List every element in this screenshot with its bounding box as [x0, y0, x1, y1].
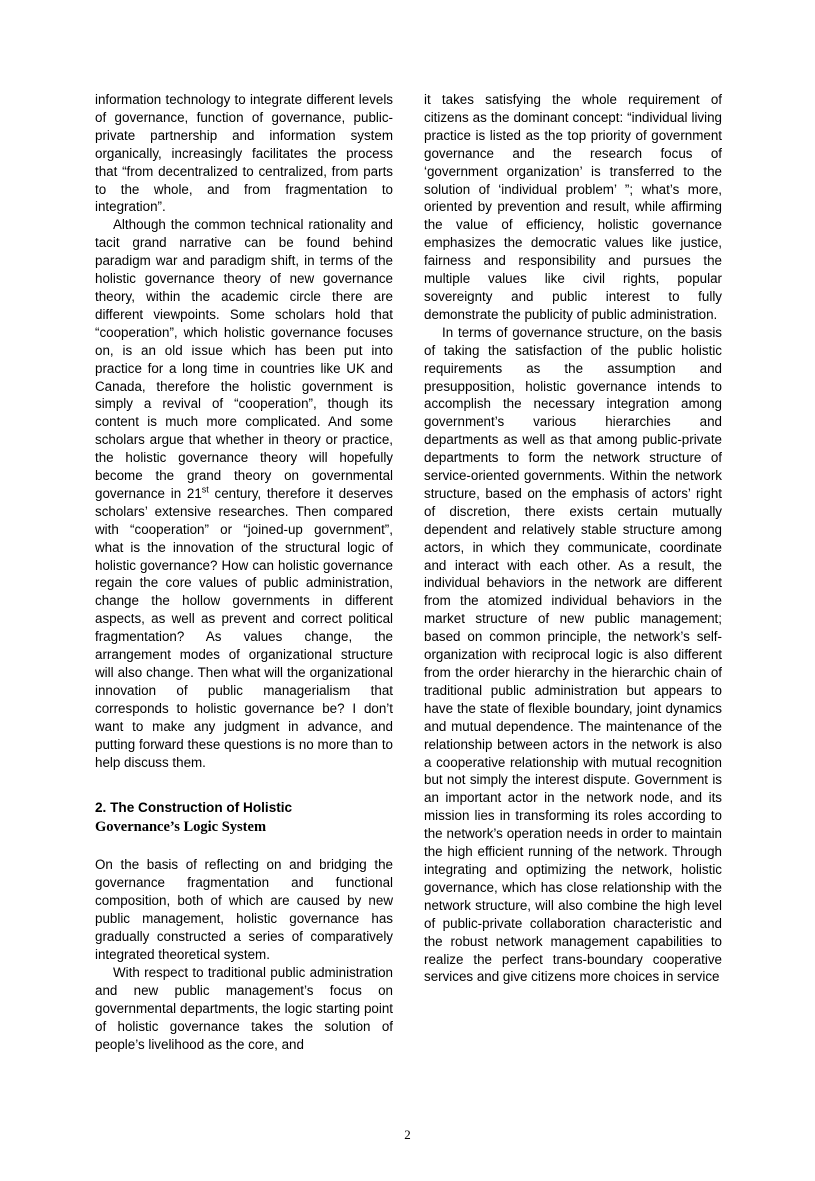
paragraph: With respect to traditional public administration and new public management’s focus on governmental departments, the logic starting point of holistic governance takes the solution of people’s livelihood as the core, and: [95, 964, 393, 1052]
paragraph: In terms of governance structure, on the basis of taking the satisfaction of the public holistic requirements as the assumption and presupposition, holistic governance intends to accomplish the necessary integration among government’s various hierarchies and departments as well as that among public-private departments to form the network structure of service-oriented governments. Within the network structure, based on the emphasis of actors’ right of discretion, there exists certain mutually dependent and relatively stable structure among actors, in which they communicate, coordinate and interact with each other. As a result, the individual behaviors in the network are different from the atomized individual behaviors in the market structure of new public management; based on common principle, the network’s self-organization with reciprocal logic is also different from the order hierarchy in the hierarchic chain of traditional public administration but appears to have the state of flexible boundary, joint dynamics and mutual dependence. The maintenance of the relationship between actors in the network is also a cooperative relationship with mutual recognition but not simply the interest dispute. Government is an important actor in the network node, and its mission lies in transforming its roles according to the network’s operation needs in order to maintain the high efficient running of the network. Through integrating and optimizing the network, holistic governance, which has close relationship with the network structure, will also combine the high level of public-private collaboration characteristic and the robust network management capabilities to realize the perfect trans-boundary cooperative services and give citizens more choices in service: [424, 324, 722, 985]
section-heading-line: 2. The Construction of Holistic: [95, 800, 293, 816]
right-column: [424, 91, 722, 986]
superscript: st: [201, 484, 209, 495]
paragraph: [95, 216, 393, 771]
paragraph-text: century, therefore it deserves scholars’ extensive researches. Then compared with “cooperation” or “joined-up government”, what is the innovation of the structural logic of holistic governance? How can holistic governance regain the core values of public administration, change the hollow governments in different aspects, as well as prevent and correct political fragmentation? As values change, the arrangement modes of organizational structure will also change. Then what will the organizational innovation of public managerialism that corresponds to holistic governance be? I don’t want to make any judgment in advance, and putting forward these questions is no more than to help discuss them.: [95, 485, 393, 770]
section-heading-line: Governance’s Logic System: [95, 819, 267, 836]
paragraph-text: Although the common technical rationality and tacit grand narrative can be found behind paradigm war and paradigm shift, in terms of the holistic governance theory of new governance theory, within the academic circle there are different viewpoints. Some scholars hold that “cooperation”, which holistic governance focuses on, is an old issue which has been put into practice for a long time in countries like UK and Canada, therefore the holistic government is simply a revival of “cooperation”, though its content is much more complicated. And some scholars argue that whether in theory or practice, the holistic governance theory will hopefully become the grand theory on governmental governance in 21: [95, 217, 393, 501]
paragraph: information technology to integrate different levels of governance, function of governance, public-private partnership and information system organically, increasingly facilitates the process that “from decentralized to centralized, from parts to the whole, and from fragmentation to integration”.: [95, 92, 393, 215]
section-heading: [95, 798, 393, 837]
paragraph: On the basis of reflecting on and bridging the governance fragmentation and functional composition, both of which are caused by new public management, holistic governance has gradually constructed a series of comparatively integrated theoretical system.: [95, 857, 393, 962]
left-column: [95, 91, 393, 1053]
page-number: 2: [404, 1127, 411, 1142]
paragraph: it takes satisfying the whole requirement of citizens as the dominant concept: “individual living practice is listed as the top priority of government governance and the research focus of ‘government organization’ is transferred to the solution of ‘individual problem’ ”; what’s more, oriented by prevention and result, while affirming the value of efficiency, holistic governance emphasizes the democratic values like justice, fairness and responsibility and pursues the multiple values like civil rights, popular sovereignty and public interest to fully demonstrate the publicity of public administration.: [424, 92, 722, 322]
